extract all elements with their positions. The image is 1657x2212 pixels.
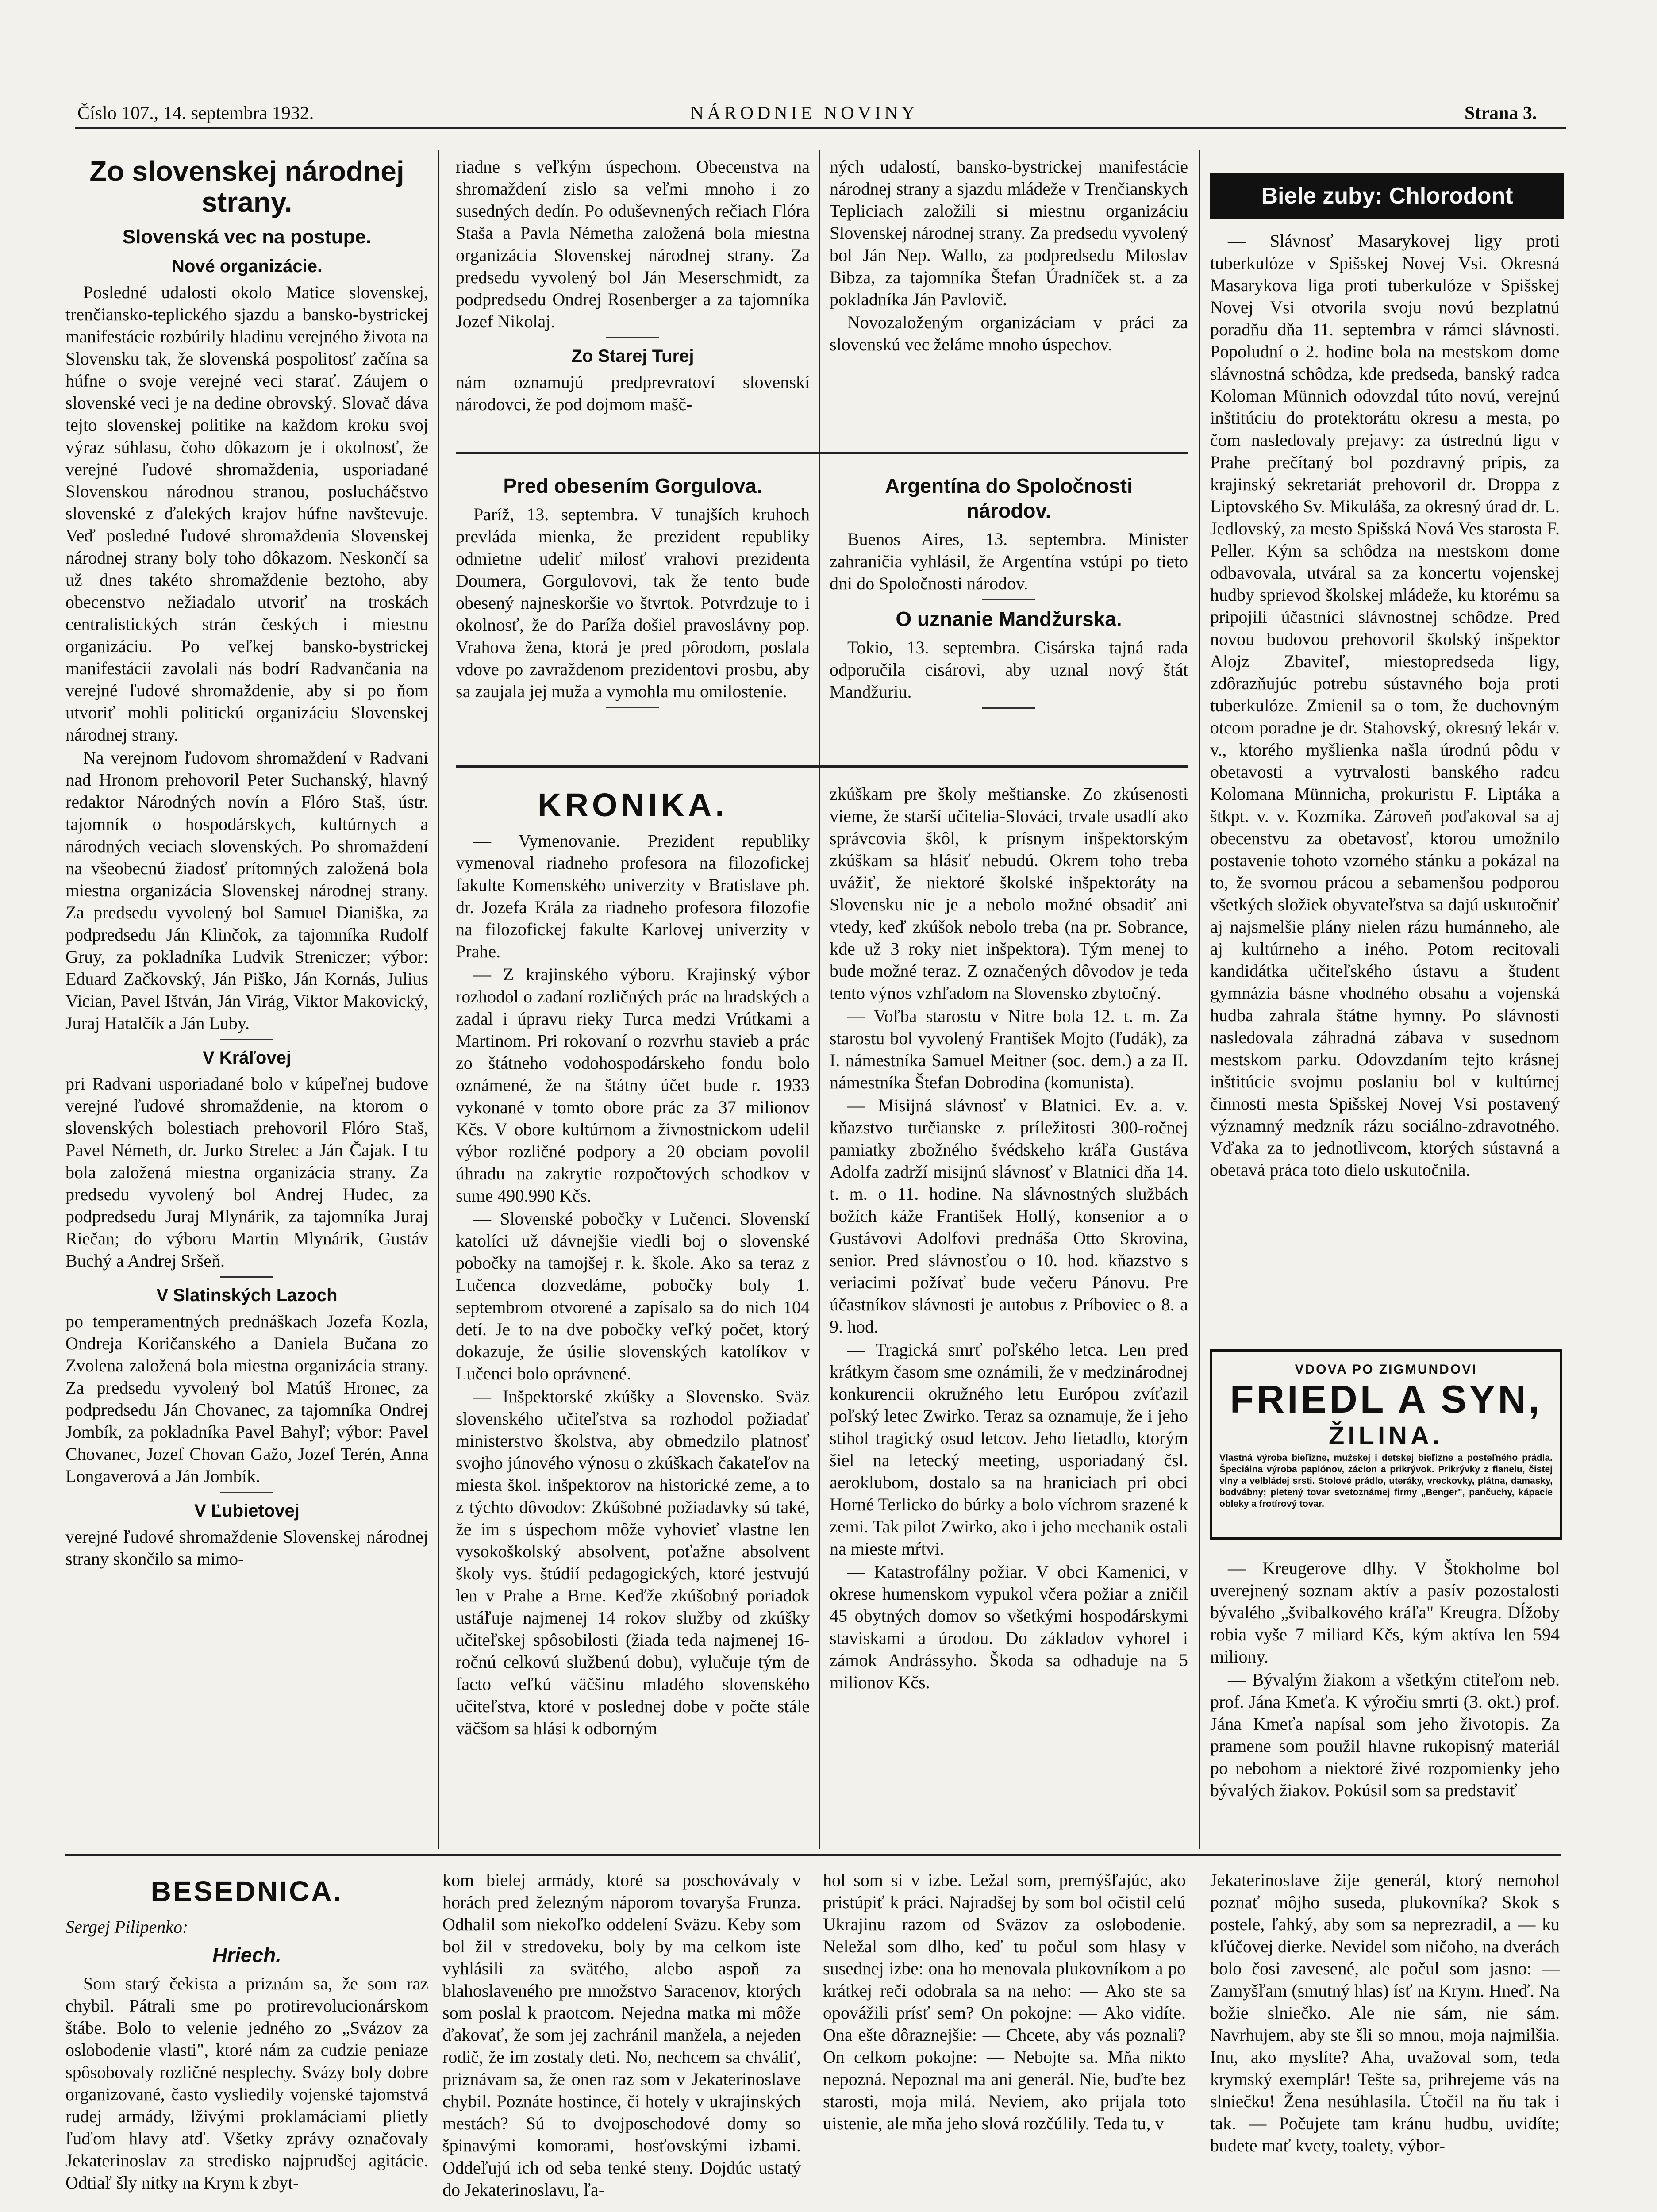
besednica-rule	[65, 1854, 1561, 1856]
paragraph: ných udalostí, bansko-bystrickej manifestácie národnej strany a sjazdu mládeže v Trenčianskych Tepliciach založili si miestnu organizáciu Slovenskej národnej strany. Za predsedu vyvolený bol Ján Nep. Wallo, za podpredsedu Miloslav Bibza, za tajomníka Štefan Úradníček st. a za pokladníka Ján Pavlovič.	[830, 157, 1188, 309]
paragraph: — Slovenské pobočky v Lučenci. Slovenskí katolíci už dávnejšie viedli boj o slovenské pobočky na tamojšej r. k. škole. Ako sa teraz z Lučenca dozvedáme, pobočky boly 1. septembrom otvorené a zapísalo sa do nich 104 detí. Je to na dve pobočky veľký počet, ktorý dokazuje, že úsilie slovenských katolíkov v Lučenci bolo oprávnené.	[456, 1209, 810, 1383]
kronika-column-1	[456, 783, 810, 1740]
divider	[606, 707, 659, 708]
paragraph: — Katastrofálny požiar. V obci Kamenici, v okrese humenskom vypukol včera požiar a zničil 45 obytných domov so všetkými hospodárskymi staviskami a úrodou. Do základov vyhorel i zámok Andrássyho. Škoda sa odhaduje na 5 milionov Kčs.	[830, 1562, 1188, 1692]
header-rule	[75, 127, 1566, 129]
column-3-top	[830, 156, 1188, 357]
paragraph: hol som si v izbe. Ležal som, premýšľajúc, ako pristúpiť k práci. Najradšej by som bol očistil celú Ukrajinu razom od Sväzov za oslobodenie. Neležal som dlho, keď tu počul som hlasy v susednej izbe: ona ho menovala plukovníkom a po krátkej reči odobrala sa na neho: — Ako ste sa opovážili prísť sem? On pokojne: — Ako vidíte. Ona ešte dôraznejšie: — Chcete, aby vás poznali? On celkom pokojne: — Nebojte sa. Mňa nikto nepozná. Nepoznal ma ani generál. Nie, buďte bez starosti, moja milá. Neviem, ako prijala toto uistenie, ale mňa jeho slová rozčúlily. Teda tu, v	[823, 1870, 1186, 2133]
section-heading: V Ľubietovej	[194, 1501, 300, 1521]
article-title: Zo slovenskej národnej strany.	[89, 155, 404, 218]
column-2-top	[456, 156, 810, 416]
besednica-column-4	[1210, 1869, 1560, 2158]
paragraph: — Z krajinského výboru. Krajinský výbor rozhodol o zadaní rozličných prác na hradských a zadal i úpravu rieky Turca medzi Vrútkami a Martinom. Pri rokovaní o rozvrhu stavieb a prác zo štátneho vodohospodárskeho fondu bolo oznámené, že na štátny účet bude r. 1933 vykonané v tomto obore prác za 37 milionov Kčs. V obore kultúrnom a živnostnickom udelil výbor rozličné podpory a 20 obciam povolil úhradu na zakrytie rozpočtových schodkov v sume 490.990 Kčs.	[456, 964, 810, 1206]
kronika-title: KRONIKA.	[538, 787, 728, 823]
article-subheading: Nové organizácie.	[171, 257, 323, 276]
paragraph: verejné ľudové shromaždenie Slovenskej národnej strany skončilo sa mimo-	[65, 1527, 428, 1569]
column-rule	[1199, 150, 1200, 1849]
author: Sergej Pilipenko:	[65, 1917, 188, 1937]
newspaper-name: NÁRODNIE NOVINY	[690, 103, 919, 123]
column-1	[65, 156, 428, 1571]
article-title: O uznanie Mandžurska.	[896, 607, 1122, 630]
ad-brand: FRIEDL A SYN,	[1230, 1377, 1542, 1421]
paragraph: Novozaloženým organizáciam v práci za slovenskú vec želáme mnoho úspechov.	[830, 312, 1188, 354]
besednica-title: BESEDNICA.	[150, 1875, 343, 1907]
article-title: Argentína do Spoločnosti národov.	[885, 474, 1133, 522]
divider	[220, 1276, 273, 1278]
section-rule	[456, 765, 1188, 768]
paragraph: pri Radvani usporiadané bolo v kúpeľnej budove verejné ľudové shromaždenie, na ktorom o slovenských bolestiach prehovoril Flóro Staš, Pavel Németh, dr. Jurko Strelec a Ján Čajak. I tu bola založená miestna organizácia strany. Za predsedu vyvolený bol Andrej Hudec, za podpredsedu Juraj Mlynárik, za tajomníka Juraj Riečan; do výboru Martin Mlynárik, Gustáv Buchý a Andrej Sršeň.	[65, 1074, 428, 1271]
chlorodont-ad: Biele zuby: Chlorodont	[1210, 173, 1564, 219]
gorgulov-article	[456, 469, 810, 714]
friedl-ad	[1210, 1349, 1562, 1540]
paragraph: nám oznamujú predprevratoví slovenskí národovci, že pod dojmom mašč-	[456, 372, 810, 414]
page-number: Strana 3.	[1465, 103, 1537, 123]
ad-city: ŽILINA.	[1329, 1421, 1443, 1450]
section-heading: V Kráľovej	[203, 1048, 291, 1068]
paragraph: Tokio, 13. septembra. Cisárska tajná rada odporučila cisárovi, aby uznal nový štát Mandžuriu.	[830, 637, 1188, 702]
paragraph: po temperamentných prednáškach Jozefa Kozla, Ondreja Koričanského a Daniela Bučana zo Zvolena založená bola miestna organizácia strany. Za predsedu vyvolený bol Matúš Hronec, za podpredsedu Ján Chovanec, za tajomníka Ondrej Jombík, za pokladníka Pavel Bahyľ; výbor: Pavel Chovanec, Jozef Chovan Gažo, Jozef Terén, Anna Longaverová a Ján Jombík.	[65, 1311, 428, 1486]
section-rule	[456, 452, 1188, 454]
besednica-column-1	[65, 1869, 428, 2195]
paragraph: — Misijná slávnosť v Blatnici. Ev. a. v. kňazstvo turčianske z príležitosti 300-ročnej pamiatky zbožného švédskeho kráľa Gustáva Adolfa zadrží misijnú slávnosť v Blatnici dňa 14. t. m. o 11. hodine. Na slávnostných službách božích káže František Hollý, konsenior a o Gustávovi Adolfovi prednáša Otto Skrovina, senior. Pred slávnosťou o 10. hod. kňazstvo s veriacimi požívať bude večeru Pánovu. Pre účastníkov slávnosti je autobus z Príboviec o 8. a 9. hod.	[830, 1095, 1188, 1336]
paragraph: — Bývalým žiakom a všetkým ctiteľom neb. prof. Jána Kmeťa. K výročiu smrti (3. okt.) prof. Jána Kmeťa napísal som jeho životopis. Za pramene som použil hlavne rukopisný materiál po nebohom a niektoré živé rozpomienky jeho bývalých žiakov. Pokúsil som sa predstaviť	[1210, 1670, 1560, 1800]
paragraph: zkúškam pre školy meštianske. Zo zkúsenosti vieme, že starší učitelia-Slováci, trvale usadlí ako správcovia škôl, k prísnym inšpektorským zkúškam sa hlásiť nebudú. Okrem toho treba uvážiť, že niektoré školské inšpektoráty na Slovensku nie je a nebolo možné obsadiť ani vtedy, keď zkúšok nebolo treba (na pr. Sobrance, kde už 3 roky niet inšpektora). Tým menej to bude možné teraz. Z označených dôvodov je teda tento výnos vzhľadom na Slovensko zbytočný.	[830, 784, 1188, 1003]
paragraph: — Inšpektorské zkúšky a Slovensko. Sväz slovenského učiteľstva sa rozhodol požiadať ministerstvo školstva, aby obmedzilo platnosť svojho júnového výnosu o zkúškach čakateľov na miesta škol. inšpektorov na historické zeme, a to z týchto dôvodov: Zkúšobné požiadavky sú také, že im s úspechom môže vyhovieť vlastne len vysokoškolský absolvent, poťažne absolvent školy vys. štúdií pedagogických, ktoré jestvujú len v Prahe a Brne. Keďže zkúšobný poriadok ustáľuje najmenej 14 rokov služby od zkúšky učiteľskej spôsobilosti (žiada teda najmenej 16-ročnú celkovú službenú dobu), vylučuje tým de facto veľkú väčšinu mladého slovenského učiteľstva, ktoré v poslednej dobe v počte stále väčšom sa hlási k odborným	[456, 1386, 810, 1738]
besednica-column-2	[442, 1869, 801, 2202]
divider	[220, 1039, 273, 1040]
divider	[982, 599, 1035, 600]
paragraph: Buenos Aires, 13. septembra. Minister zahraničia vyhlásil, že Argentína vstúpi po tieto dni do Spoločnosti národov.	[830, 529, 1188, 593]
paragraph: — Vymenovanie. Prezident republiky vymenoval riadneho profesora na filozofickej fakulte Komenského univerzity v Bratislave ph. dr. Jozefa Krála za riadneho profesora filozofie na filozofickej fakulte Karlovej univerzity v Prahe.	[456, 831, 810, 961]
column-rule	[438, 150, 439, 1849]
paragraph: — Tragická smrť poľského letca. Len pred krátkym časom sme oznámili, že v medzinárodnej konkurencii okružného letu Európou zvíťazil poľský letec Zwirko. Teraz sa oznamuje, že i jeho stihol tragický osud letcov. Jeho lietadlo, ktorým šiel na letecký meeting, usporiadaný čsl. aeroklubom, dostalo sa na hraniciach pri obci Horné Terlicko do búrky a bolo víchrom srazené k zemi. Tak pilot Zwirko, ako i jeho mechanik ostali na mieste mŕtvi.	[830, 1340, 1188, 1559]
section-heading: V Slatinských Lazoch	[156, 1286, 338, 1305]
ad-text: Vlastná výroba bieľizne, mužskej i detskej bieľizne a posteľného prádla. Špeciálna výroba paplónov, záclon a prikrývok. Prikrývky z flanelu, čistej vlny a velbládej srsti. Stolové prádlo, uteráky, vreckovky, plátna, damasky, bodvábny; pletený tovar svetoznámej firmy „Benger", pančuchy, kápacie obleky a frotírový tovar.	[1219, 1453, 1553, 1509]
section-heading: Zo Starej Turej	[571, 346, 694, 366]
divider	[982, 707, 1035, 709]
column-rule	[819, 150, 820, 1849]
besednica-column-3	[823, 1869, 1186, 2135]
issue-date: Číslo 107., 14. septembra 1932.	[77, 103, 314, 123]
column-4-bottom	[1210, 1557, 1560, 1802]
column-4	[1210, 230, 1560, 1182]
paragraph: Som starý čekista a priznám sa, že som raz chybil. Pátrali sme po protirevolucionárskom štábe. Bolo to velenie jedného zo „Svázov za oslobodenie vlasti", ktoré nám za cudzie peniaze spôsobovaly rozličné nesplechy. Svázy boly dobre organizované, často vysliedily vojenské tajomstvá rudej armády, lživými proklamáciami plietly ľuďom hlavy atď. Všetky zprávy označovaly Jekaterinoslav za stredisko najprudšej agitácie. Odtiaľ šly nitky na Krym k zbyt-	[65, 1974, 428, 2193]
paragraph: — Kreugerove dlhy. V Štokholme bol uverejnený soznam aktív a pasív pozostalosti bývalého „švibalkového kráľa" Kreugra. Dĺžoby robia vyše 7 miliard Kčs, kým aktíva len 594 miliony.	[1210, 1558, 1560, 1667]
paragraph: Posledné udalosti okolo Matice slovenskej, trenčiansko-teplického sjazdu a bansko-bystrickej manifestácie rozbúrily hladinu verejného života na Slovensku tak, že slovenská pospolitosť začína sa húfne o svoje verejné veci starať. Záujem o slovenské veci je na dedine obrovský. Slovač dáva tejto slovenskej politike na každom kroku svoj výraz súhlasu, čoho dôkazom je i okolnosť, že verejné ľudové shromaždenia, usporiadané Slovenskou národnou stranou, poslucháčstvo slovenské z ďalekých krajov húfne navštevuje. Veď posledné ľudové shromaždenia Slovenskej národnej strany boly toho dôkazom. Neskončí sa už dnes takéto shromaždenie beztoho, aby obecenstvo nežiadalo utvoriť na troskách centralistických strán českých i miestnu organizáciu. Po veľkej bansko-bystrickej manifestácii zavolali nás bodrí Radvančania na verejné ľudové shromaždenie, aby si po ňom utvoriť mohli politickú organizáciu Slovenskej národnej strany.	[65, 282, 428, 745]
divider	[606, 337, 659, 338]
article-subtitle: Slovenská vec na postupe.	[122, 226, 372, 248]
paragraph: Na verejnom ľudovom shromaždení v Radvani nad Hronom prehovoril Peter Suchanský, hlavný redaktor Národných novín a Flóro Staš, ústr. tajomník o hospodárskych, kultúrnych a národných veciach slovenských. Po shromaždení na všeobecnú žiadosť prítomných založená bola miestna organizácia Slovenskej národnej strany. Za predsedu vyvolený bol Samuel Dianiška, za podpredsedu Ján Klinčok, za tajomníka Rudolf Gruy, za pokladníka Ludvik Streniczer; výbor: Eduard Začkovský, Ján Piško, Ján Kornás, Julius Vician, Pavel Ištván, Ján Virág, Viktor Makovický, Juraj Hatalčík a Ján Luby.	[65, 748, 428, 1033]
paragraph: kom bielej armády, ktoré sa poschovávaly v horách pred železným náporom tovaryša Frunza. Odhalil som niekoľko oddelení Sväzu. Keby som bol žil v stredoveku, boly by ma celkom iste vyhlásili za svätého, alebo aspoň za blahoslaveného pre množstvo Saracenov, ktorých som poslal k praotcom. Nejedna matka mi môže ďakovať, že som jej zachránil manžela, a nejeden rodič, že im zostaly deti. No, nechcem sa chváliť, priznávam sa, že onen raz som v Jekaterinoslave chybil. Poznáte hostince, či hotely v ukrajinských mestách? Sú to dvojposchodové domy so špinavými komorami, hosťovskými izbami. Oddeľujú ich od seba tenké steny. Dojdúc ustatý do Jekaterinoslavu, ľa-	[442, 1870, 801, 2200]
argentina-article	[830, 469, 1188, 715]
ad-line: VDOVA PO ZIGMUNDOVI	[1295, 1362, 1477, 1377]
paragraph: Paríž, 13. septembra. V tunajších kruhoch prevláda mienka, že prezident republiky odmietne udeliť milosť vrahovi prezidenta Doumera, Gorgulovovi, tak že tento bude obesený najneskoršie vo štvrtok. Potvrdzuje to i okolnosť, že do Paríža došiel pravoslávny pop. Vrahova žena, ktorá je pred pôrodom, poslala vdove po zavraždenom prezidentovi prosbu, aby sa zaujala jej muža a vymohla mu omilostenie.	[456, 504, 810, 701]
paragraph: riadne s veľkým úspechom. Obecenstva na shromaždení zislo sa veľmi mnoho i zo susedných dedín. Po oduševnených rečiach Flóra Staša a Pavla Németha založená bola miestna organizácia Slovenskej národnej strany. Za predsedu vyvolený bol Ján Meserschmidt, za podpredsedu Ondrej Rosenberger a za tajomníka Jozef Nikolaj.	[456, 157, 810, 331]
kronika-column-2	[830, 783, 1188, 1694]
paragraph: — Slávnosť Masarykovej ligy proti tuberkulóze v Spišskej Novej Vsi. Okresná Masarykova liga proti tuberkulóze v Spišskej Novej Vsi otvorila svoju novú bezplatnú poradňu dňa 11. septembra v rámci slávnosti. Popoludní o 2. hodine bola na mestskom dome slávnostná schôdza, kde predseda, banský radca Koloman Münnich odovzdal túto novú, verejnú inštitúciu do protektorátu okresu a mesta, po čom nasledovaly prejavy: za ústrednú ligu v Prahe prečítaný bol pozdravný prípis, za krajinský sekretariát prehovoril dr. Droppa z Liptovského Sv. Mikuláša, za okresný úrad dr. L. Jedlovský, za mesto Spišská Nová Ves starosta F. Peller. Kým sa schôdza na mestskom dome odbavovala, utváral sa za koncertu vojenskej hudby sprievod školskej mládeže, ku ktorému sa pripojili účastníci slávnostnej schôdze. Pred novou budovou prehovoril školský inšpektor Alojz Zbaviteľ, miestopredseda ligy, zdôrazňujúc potrebu sústavného boja proti tuberkulóze. Zmienil sa o tom, že duchovným otcom poradne je dr. Stahovský, okresný lekár v. v., ktorého myšlienka našla úrodnú pôdu v obetavosti a vytrvalosti banského radcu Kolomana Münnicha, prokuristu F. Liptáka a štkpt. v. v. Kozmíka. Zároveň poďakoval sa aj obecenstvu za obetavosť, ktorou umožnilo postavenie tohoto vzorného stánku a pokázal na to, že svornou prácou a sebamenšou podporou všetkých složiek obyvateľstva sa dajú uskutočniť aj najsmelšie plány nielen rázu humánneho, ale aj kultúrneho a iného. Potom recitovali kandidátka učiteľského ústavu a študent gymnázia básne vhodného obsahu a vojenská hudba zahrala štátne hymny. Po slávnosti nasledovala záhradná zábava v susednom mestskom parku. Odovzdaním tejto krásnej inštitúcie svojmu poslaniu bol v kultúrnej činnosti mesta Spišskej Novej Vsi postavený významný medzník rázu sociálno-zdravotného. Vďaka za to jednotlivcom, ktorých sústavná a obetavá práca toto dielo uskutočnila.	[1210, 231, 1560, 1180]
paragraph: Jekaterinoslave žije generál, ktorý nemohol poznať môjho suseda, plukovníka? Skok s postele, ľahký, aby som sa neprezradil, a — ku kľúčovej dierke. Nevidel som ničoho, na dverách bolo čosi zavesené, ale počul som jasno: — Zamyšľam (smutný hlas) ísť na Krym. Hneď. Na božie slniečko. Ale nie sám, nie sám. Navrhujem, aby ste šli so mnou, moja najmilšia. Inu, ako myslíte? Aha, uvažoval som, teda krymský exemplár! Tešte sa, prihrejeme vás na slniečku! Žena nesúhlasila. Útočil na ňu tak i tak. — Počujete tam kránu hudbu, uvidíte; budete mať kvety, toalety, výbor-	[1210, 1870, 1560, 2155]
article-title: Pred obesením Gorgulova.	[503, 474, 762, 497]
story-title: Hriech.	[212, 1943, 281, 1966]
divider	[220, 1492, 273, 1493]
paragraph: — Voľba starostu v Nitre bola 12. t. m. Za starostu bol vyvolený František Mojto (ľudák), za I. námestníka Samuel Meitner (soc. dem.) a za II. námestníka Štefan Dobrodina (komunista).	[830, 1006, 1188, 1092]
